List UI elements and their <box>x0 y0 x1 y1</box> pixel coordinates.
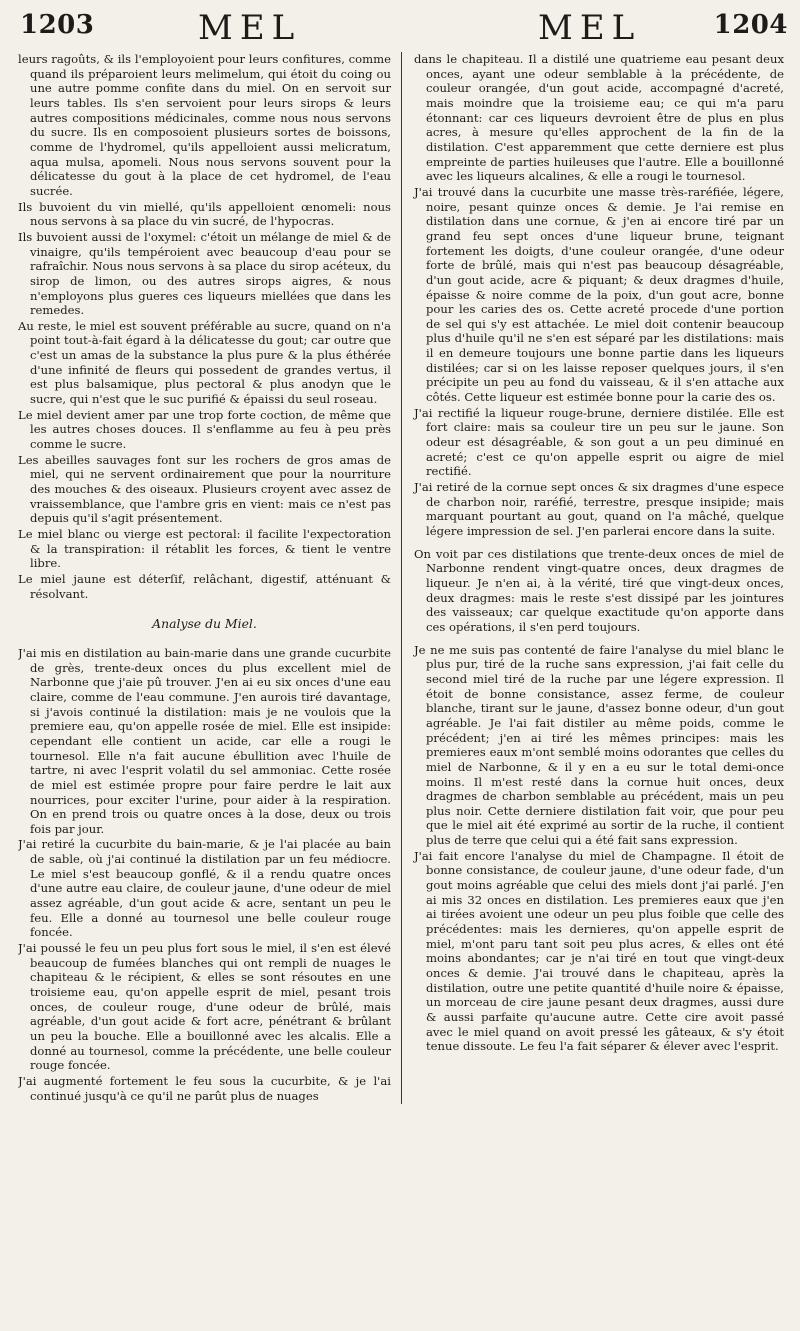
paragraph: J'ai retiré de la cornue sept onces & six dragmes d'une espece de charbon noir, raréfié, terrestre, presque insipide; mais marquant pourtant au gout, quand on l'a mâché, quelque légere impression de sel. J'en parlerai encore dans la suite. <box>414 480 784 538</box>
paragraph: J'ai fait encore l'analyse du miel de Champagne. Il étoit de bonne consistance, de couleur jaune, d'une odeur fade, d'un gout moins agréable que celui des miels dont j'ai parlé. J'en ai mis 32 onces en distilation. Les premieres eaux que j'en ai tirées avoient une odeur un peu plus foible que celle des précédentes: mais les dernieres, qu'on appelle esprit de miel, m'ont paru tant soit peu plus acres, & elles ont été moins abondantes; car je n'ai tiré en tout que vingt-deux onces & demie. J'ai trouvé dans le chapiteau, après la distilation, outre une petite quantité d'huile noire & épaisse, un morceau de cire jaune pesant deux dragmes, aussi dure & aussi parfaite qu'aucune autre. Cette cire avoit passé avec le miel quand on avoit pressé les gâteaux, & s'y étoit tenue dissoute. Le feu l'a fait séparer & élever avec l'esprit. <box>414 848 784 1054</box>
paragraph: J'ai trouvé dans la cucurbite une masse très-raréfiée, légere, noire, pesant quinze onces & demie. Je l'ai remise en distilation dans une cornue, & j'en ai encore tiré par un grand feu sept onces d'une liqueur brune, teignant fortement les doigts, d'une couleur orangée, d'une odeur forte de brûlé, mais qui n'est pas beaucoup désagréable, d'un gout acide, acre & piquant; & deux dragmes d'huile, épaisse & noire comme de la poix, d'un gout acre, bonne pour les caries des os. Cette acreté procede d'une portion de sel qui s'y est attachée. Le miel doit contenir beaucoup plus d'huile qu'il ne s'en est séparé par les distilations: mais il en demeure toujours une bonne partie dans les liqueurs distilées; car si on les laisse reposer quelques jours, il s'en précipite un peu au fond du vaisseau, & il s'en attache aux côtés. Cette liqueur est estimée bonne pour la carie des os. <box>414 184 784 405</box>
paragraph: J'ai mis en distilation au bain-marie dans une grande cucurbite de grès, trente-deux onces du plus excellent miel de Narbonne que j'aie pû trouver. J'en ai eu six onces d'une eau claire, comme de l'eau commune. J'en aurois tiré davantage, si j'avois continué la distilation: mais je ne voulois que la premiere eau, qu'on appelle rosée de miel. Elle est insipide: cependant elle contient un acide, car elle a rougi le tournesol. Elle n'a fait aucune ébullition avec l'huile de tartre, ni avec l'esprit volatil du sel ammoniac. Cette rosée de miel est estimée propre pour faire perdre le lait aux nourrices, pour exciter l'urine, pour aider à la respiration. On en prend trois ou quatre onces à la dose, deux ou trois fois par jour. <box>18 645 391 836</box>
page-header <box>18 8 790 52</box>
paragraph: On voit par ces distilations que trente-deux onces de miel de Narbonne rendent vingt-quatre onces, deux dragmes de liqueur. Je n'en ai, à la vérité, tiré que vingt-deux onces, deux dragmes: mais le reste s'est dissipé par les jointures des vaisseaux; car quelque exactitude qu'on apporte dans ces opérations, il s'en perd toujours. <box>414 546 784 634</box>
paragraph: Le miel jaune est déterſif, relâchant, digestif, atténuant & résolvant. <box>18 571 391 601</box>
section-heading: Analyse du Miel. <box>152 616 257 632</box>
paragraph: J'ai augmenté fortement le feu sous la cucurbite, & je l'ai continué jusqu'à ce qu'il ne parût plus de nuages <box>18 1073 391 1103</box>
right-column <box>401 52 784 1104</box>
paragraph: dans le chapiteau. Il a distilé une quatrieme eau pesant deux onces, ayant une odeur semblable à la précédente, de couleur orangée, d'un gout acide, accompagné d'acreté, mais moindre que la troisieme eau; ce qui m'a paru étonnant: car ces liqueurs devroient être de plus en plus acres, à mesure qu'elles approchent de la fin de la distilation. C'est apparemment que cette derniere est plus empreinte de parties huileuses que l'autre. Elle a bouillonné avec les liqueurs alcalines, & elle a rougi le tournesol. <box>414 52 784 184</box>
paragraph: Le miel blanc ou vierge est pectoral: il facilite l'expectoration & la transpiration: il rétablit les forces, & tient le ventre libre. <box>18 527 391 571</box>
left-page-number: 1203 <box>20 10 95 40</box>
left-running-head: MEL <box>198 8 302 48</box>
paragraph: J'ai rectifié la liqueur rouge-brune, derniere distilée. Elle est fort claire: mais sa couleur tire un peu sur le jaune. Son odeur est désagréable, & son gout a un peu diminué en acreté; c'est ce qu'on appelle esprit ou aigre de miel rectifié. <box>414 405 784 479</box>
right-running-head: MEL <box>538 8 642 48</box>
left-column <box>18 52 401 1104</box>
two-column-body <box>18 52 790 1104</box>
paragraph: leurs ragoûts, & ils l'employoient pour leurs confitures, comme quand ils préparoient leurs melimelum, qui étoit du coing ou une autre pomme confite dans du miel. On en servoit sur leurs tables. Ils s'en servoient pour leurs sirops & leurs autres compositions médicinales, comme nous nous servons du sucre. Ils en composoient plusieurs sortes de boissons, comme de l'hydromel, qu'ils appelloient aussi melicratum, aqua mulsa, apomeli. Nous nous servons souvent pour la délicatesse du gout à la place de cet hydromel, de l'eau sucrée. <box>18 52 391 198</box>
paragraph: J'ai poussé le feu un peu plus fort sous le miel, il s'en est élevé beaucoup de fumées blanches qui ont rempli de nuages le chapiteau & le récipient, & elles se sont résoutes en une troisieme eau, qu'on appelle esprit de miel, pesant trois onces, de couleur rouge, d'une odeur de brûlé, mais agréable, d'un gout acide & fort acre, pénétrant & brûlant un peu la bouche. Elle a bouillonné avec les alcalis. Elle a donné au tournesol, comme la précédente, une belle couleur rouge foncée. <box>18 941 391 1073</box>
paragraph: J'ai retiré la cucurbite du bain-marie, & je l'ai placée au bain de sable, où j'ai continué la distilation par un feu médiocre. Le miel s'est beaucoup gonflé, & il a rendu quatre onces d'une autre eau claire, de couleur jaune, d'une odeur de miel assez agréable, d'un gout acide & acre, sentant un peu le feu. Elle a donné au tournesol une belle couleur rouge foncée. <box>18 837 391 940</box>
paragraph: Le miel devient amer par une trop forte coction, de même que les autres choses douces. Il s'enflamme au feu à peu près comme le sucre. <box>18 407 391 452</box>
paragraph: Je ne me suis pas contenté de faire l'analyse du miel blanc le plus pur, tiré de la ruche sans expression, j'ai fait celle du second miel tiré de la ruche par une légere expression. Il étoit de bonne consistance, assez ferme, de couleur blanche, tirant sur le jaune, d'assez bonne odeur, d'un gout agréable. Je l'ai fait distiler au même poids, comme le précédent; j'en ai tiré les mêmes principes: mais les premieres eaux m'ont semblé moins odorantes que celles du miel de Narbonne, & il y en a eu sur le total demi-once moins. Il m'est resté dans la cornue huit onces, deux dragmes de charbon semblable au précédent, mais un peu plus noir. Cette derniere distilation fait voir, que pour peu que le miel ait été exprimé au sortir de la ruche, il contient plus de terre que celui qui a été fait sans expression. <box>414 642 784 848</box>
paragraph: Ils buvoient du vin miellé, qu'ils appelloient œnomeli: nous nous servons à sa place du vin sucré, de l'hypocras. <box>18 199 391 229</box>
paragraph: Ils buvoient aussi de l'oxymel: c'étoit un mélange de miel & de vinaigre, qu'ils tempéroient avec beaucoup d'eau pour se rafraîchir. Nous nous servons à sa place du sirop acéteux, du sirop de limon, ou des autres sirops aigres, & nous n'employons plus gueres ces liqueurs miellées que dans les remedes. <box>18 229 391 318</box>
right-page-number: 1204 <box>713 10 788 40</box>
paragraph: Au reste, le miel est souvent préférable au sucre, quand on n'a point tout-à-fait égard à la délicatesse du gout; car outre que c'est un amas de la substance la plus pure & la plus éthérée d'une infinité de fleurs qui possedent de grandes vertus, il est plus balsamique, plus pectoral & plus anodyn que le sucre, qui n'est que le suc purifié & épaissi du seul roseau. <box>18 318 391 407</box>
paragraph: Les abeilles sauvages font sur les rochers de gros amas de miel, qui ne servent ordinairement que pour la nourriture des mouches & des oiseaux. Plusieurs croyent avec assez de vraissemblance, que l'ambre gris en vient: mais ce n'est pas depuis qu'il s'agit présentement. <box>18 452 391 526</box>
